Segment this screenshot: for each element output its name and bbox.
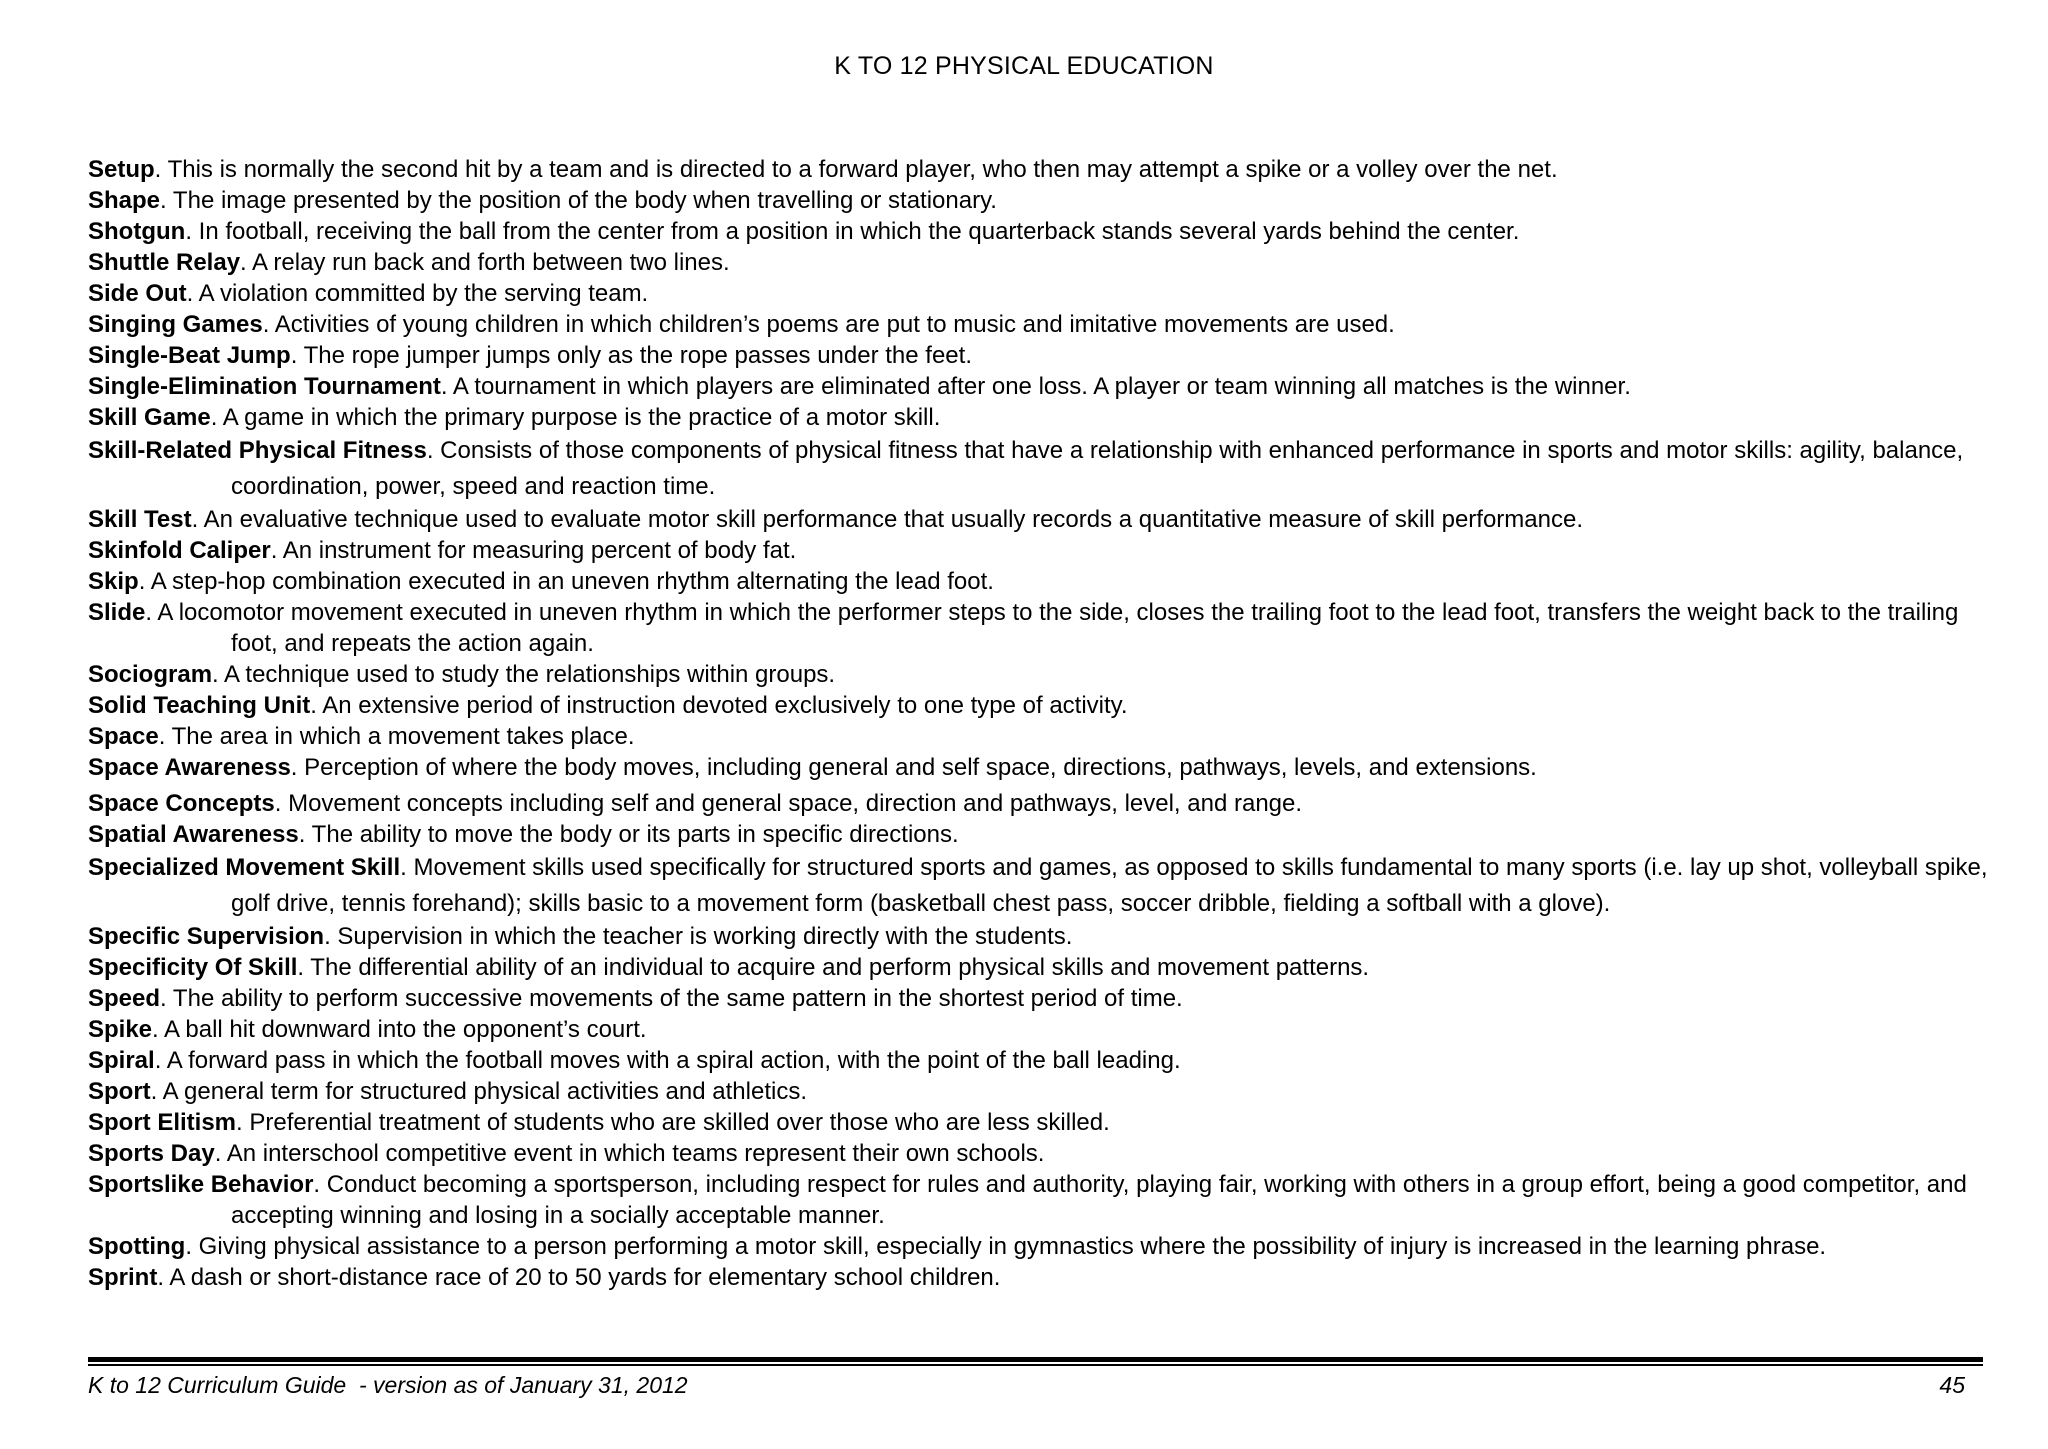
glossary-entry (88, 535, 1998, 566)
glossary-entry (88, 597, 1998, 659)
glossary-entry (88, 659, 1998, 690)
glossary-definition: . Giving physical assistance to a person performing a motor skill, especially in gymnastics where the possibility of injury is increased in the learning phrase. (185, 1233, 1827, 1260)
glossary-entry (88, 721, 1998, 752)
glossary-term: Space Awareness (88, 754, 291, 781)
glossary-entry (88, 952, 1998, 983)
glossary-definition: . A violation committed by the serving team. (186, 280, 649, 307)
glossary-entry (88, 247, 1998, 278)
glossary-definition: . A technique used to study the relationships within groups. (212, 661, 836, 688)
glossary-entry (88, 433, 1998, 504)
glossary-entry (88, 154, 1998, 185)
glossary-definition: . Activities of young children in which children’s poems are put to music and imitative movements are used. (262, 311, 1395, 338)
glossary-entry (88, 752, 1998, 783)
glossary-term: Solid Teaching Unit (88, 692, 311, 719)
glossary-entry (88, 1076, 1998, 1107)
glossary-term: Skinfold Caliper (88, 537, 271, 564)
glossary-entry (88, 185, 1998, 216)
glossary-list (88, 154, 1998, 1293)
glossary-entry (88, 1231, 1998, 1262)
glossary-entry (88, 216, 1998, 247)
glossary-entry (88, 1107, 1998, 1138)
glossary-entry (88, 566, 1998, 597)
glossary-entry (88, 278, 1998, 309)
footer-guide-version: K to 12 Curriculum Guide - version as of January 31, 2012 (88, 1372, 688, 1398)
glossary-definition: . A general term for structured physical activities and athletics. (150, 1078, 807, 1105)
glossary-entry (88, 690, 1998, 721)
glossary-definition: . A locomotor movement executed in uneven rhythm in which the performer steps to the side, closes the trailing foot to the lead foot, transfers the weight back to the trailing foot, and repeats the action again. (145, 599, 1959, 657)
glossary-term: Setup (88, 156, 155, 183)
glossary-term: Sportslike Behavior (88, 1171, 314, 1198)
glossary-term: Sprint (88, 1264, 158, 1291)
page-header: K TO 12 PHYSICAL EDUCATION (834, 52, 1214, 80)
glossary-definition: . A tournament in which players are eliminated after one loss. A player or team winning all matches is the winner. (440, 373, 1631, 400)
glossary-term: Space (88, 723, 159, 750)
glossary-definition: . In football, receiving the ball from the center from a position in which the quarterback stands several yards behind the center. (185, 218, 1520, 245)
glossary-term: Sociogram (88, 661, 213, 688)
glossary-definition: . Conduct becoming a sportsperson, including respect for rules and authority, playing fair, working with others in a group effort, being a good competitor, and accepting winning and losing in a socially acceptable manner. (231, 1171, 1967, 1229)
glossary-definition: . A step-hop combination executed in an uneven rhythm alternating the lead foot. (138, 568, 994, 595)
glossary-term: Single-Beat Jump (88, 342, 291, 369)
glossary-term: Specificity Of Skill (88, 954, 298, 981)
glossary-entry (88, 850, 1998, 921)
glossary-term: Shotgun (88, 218, 186, 245)
glossary-term: Specialized Movement Skill (88, 854, 401, 881)
glossary-definition: . A game in which the primary purpose is the practice of a motor skill. (210, 404, 941, 431)
glossary-entry (88, 788, 1998, 819)
glossary-definition: . The differential ability of an individual to acquire and perform physical skills and movement patterns. (297, 954, 1370, 981)
page-number: 45 (1939, 1372, 1965, 1398)
glossary-term: Sport (88, 1078, 151, 1105)
glossary-term: Skill-Related Physical Fitness (88, 437, 427, 464)
glossary-definition: . An instrument for measuring percent of body fat. (270, 537, 797, 564)
glossary-definition: . The area in which a movement takes place. (158, 723, 635, 750)
glossary-term: Sports Day (88, 1140, 215, 1167)
glossary-definition: . A ball hit downward into the opponent’s court. (152, 1016, 647, 1043)
glossary-definition: . Consists of those components of physical fitness that have a relationship with enhanced performance in sports and motor skills: agility, balance, coordination, power, speed and reaction time. (231, 437, 1964, 500)
glossary-term: Singing Games (88, 311, 263, 338)
glossary-term: Spike (88, 1016, 153, 1043)
glossary-term: Space Concepts (88, 790, 275, 817)
glossary-term: Spotting (88, 1233, 186, 1260)
glossary-term: Slide (88, 599, 146, 626)
glossary-definition: . The ability to move the body or its parts in specific directions. (298, 821, 959, 848)
glossary-entry (88, 402, 1998, 433)
glossary-definition: . The rope jumper jumps only as the rope passes under the feet. (290, 342, 972, 369)
glossary-definition: . Movement concepts including self and general space, direction and pathways, level, and range. (274, 790, 1303, 817)
glossary-definition: . A forward pass in which the football moves with a spiral action, with the point of the ball leading. (154, 1047, 1181, 1074)
glossary-definition: . An extensive period of instruction devoted exclusively to one type of activity. (310, 692, 1128, 719)
glossary-term: Skip (88, 568, 139, 595)
glossary-term: Single-Elimination Tournament (88, 373, 441, 400)
glossary-definition: . The ability to perform successive movements of the same pattern in the shortest period of time. (160, 985, 1183, 1012)
glossary-definition: . An interschool competitive event in which teams represent their own schools. (214, 1140, 1045, 1167)
glossary-term: Spiral (88, 1047, 155, 1074)
glossary-term: Spatial Awareness (88, 821, 299, 848)
glossary-definition: . The image presented by the position of the body when travelling or stationary. (160, 187, 997, 214)
glossary-definition: . A dash or short-distance race of 20 to 50 yards for elementary school children. (157, 1264, 1001, 1291)
glossary-term: Specific Supervision (88, 923, 325, 950)
glossary-term: Skill Test (88, 506, 192, 533)
glossary-definition: . Supervision in which the teacher is working directly with the students. (324, 923, 1073, 950)
glossary-entry (88, 1262, 1998, 1293)
glossary-term: Side Out (88, 280, 187, 307)
glossary-entry (88, 340, 1998, 371)
glossary-definition: . This is normally the second hit by a team and is directed to a forward player, who then may attempt a spike or a volley over the net. (154, 156, 1558, 183)
glossary-entry (88, 921, 1998, 952)
glossary-definition: . Movement skills used specifically for structured sports and games, as opposed to skills fundamental to many sports (i.e. lay up shot, volleyball spike, golf drive, tennis forehand); skills basic to a movement form (basketball chest pass, soccer dribble, fielding a softball with a glove). (231, 854, 1988, 917)
glossary-entry (88, 1014, 1998, 1045)
glossary-term: Speed (88, 985, 161, 1012)
glossary-definition: . Preferential treatment of students who are skilled over those who are less skilled. (236, 1109, 1110, 1136)
glossary-term: Shape (88, 187, 161, 214)
glossary-entry (88, 1138, 1998, 1169)
glossary-entry (88, 983, 1998, 1014)
glossary-entry (88, 819, 1998, 850)
glossary-entry (88, 309, 1998, 340)
glossary-entry (88, 504, 1998, 535)
glossary-definition: . Perception of where the body moves, including general and self space, directions, pathways, levels, and extensions. (290, 754, 1537, 781)
glossary-entry (88, 371, 1998, 402)
glossary-term: Sport Elitism (88, 1109, 237, 1136)
footer-divider (88, 1357, 1983, 1366)
glossary-definition: . A relay run back and forth between two lines. (240, 249, 730, 276)
glossary-entry (88, 1045, 1998, 1076)
glossary-entry (88, 1169, 1998, 1231)
glossary-term: Skill Game (88, 404, 211, 431)
glossary-term: Shuttle Relay (88, 249, 241, 276)
glossary-definition: . An evaluative technique used to evaluate motor skill performance that usually records a quantitative measure of skill performance. (191, 506, 1583, 533)
